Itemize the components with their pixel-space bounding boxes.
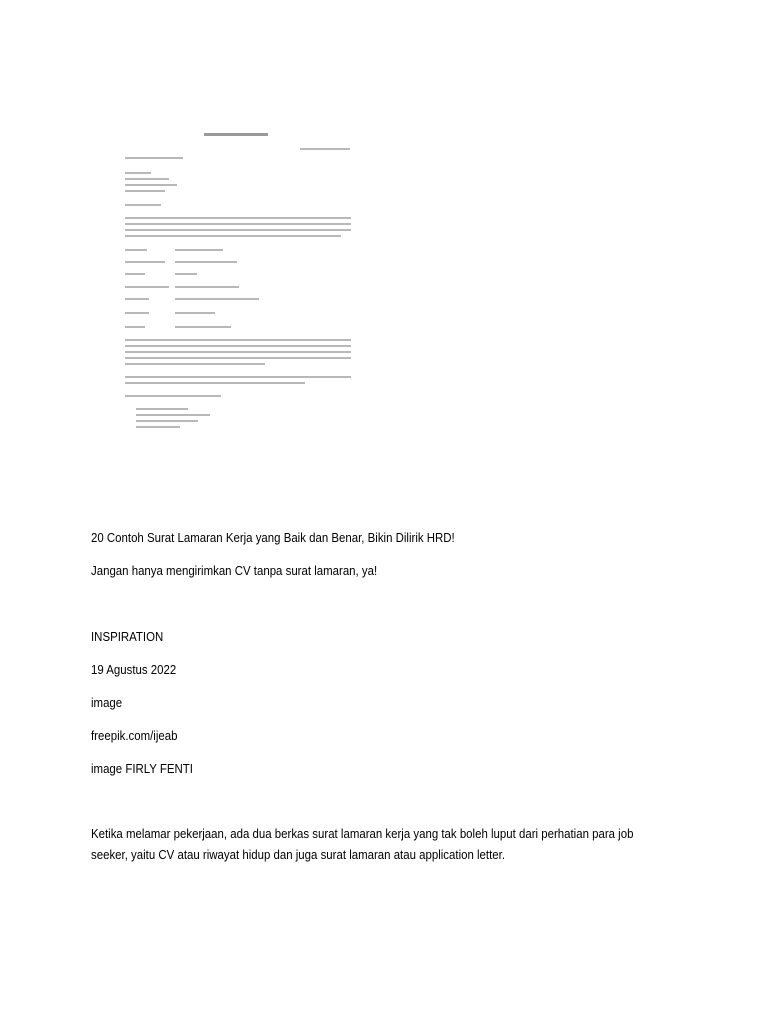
category-label: INSPIRATION — [91, 629, 164, 644]
letter-thumbnail-image — [92, 120, 370, 465]
image-label: image — [91, 695, 123, 710]
publish-date: 19 Agustus 2022 — [91, 662, 177, 677]
headline: 20 Contoh Surat Lamaran Kerja yang Baik dan Benar, Bikin Dilirik HRD! — [91, 530, 455, 545]
subheadline: Jangan hanya mengirimkan CV tanpa surat lamaran, ya! — [91, 563, 378, 578]
body-paragraph: Ketika melamar pekerjaan, ada dua berkas surat lamaran kerja yang tak boleh luput dari perhatian para job seeker, yaitu CV atau riwayat hidup dan juga surat lamaran atau application letter. — [91, 826, 634, 862]
image-credit: image FIRLY FENTI — [91, 761, 193, 776]
image-source-link[interactable]: freepik.com/ijeab — [91, 728, 178, 743]
